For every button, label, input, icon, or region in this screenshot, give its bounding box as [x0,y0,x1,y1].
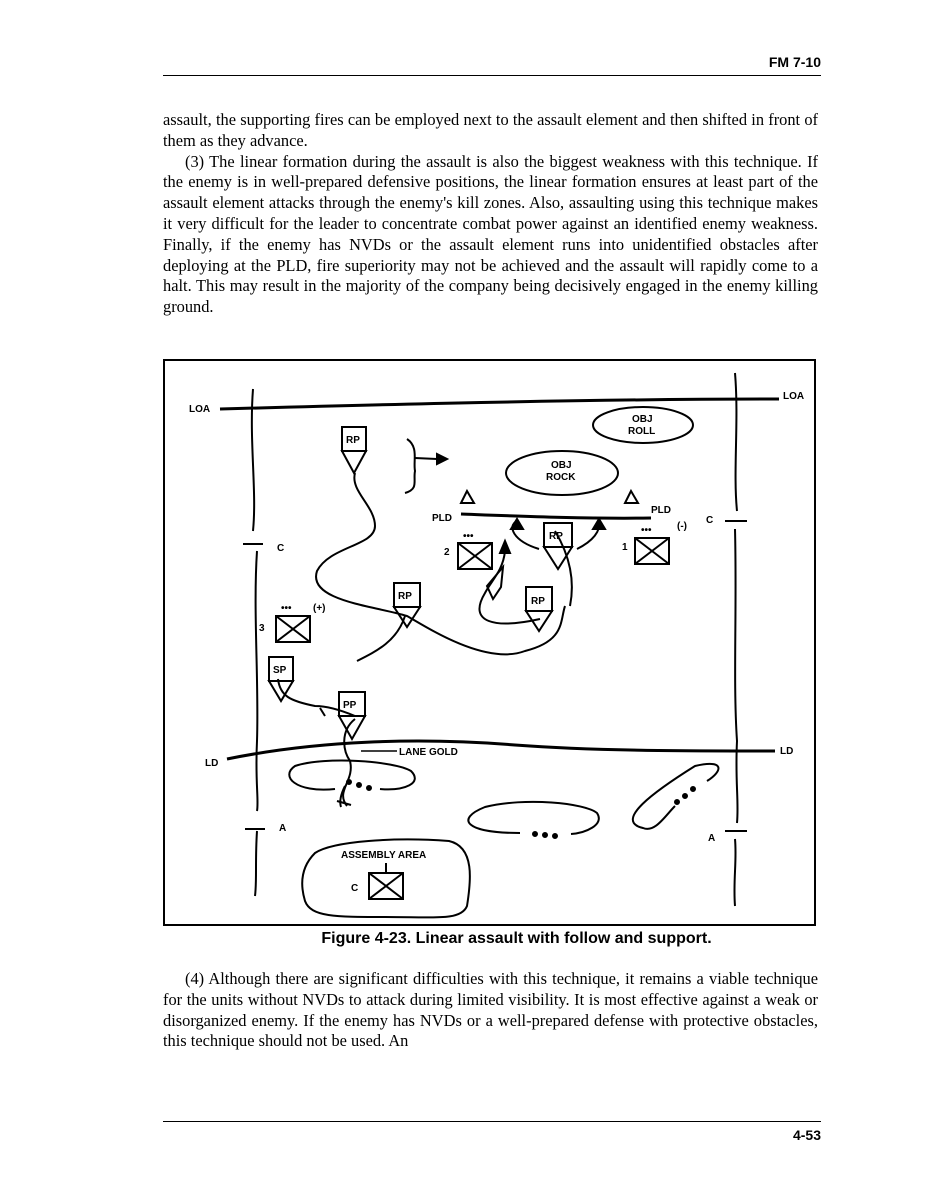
svg-text:OBJ: OBJ [551,460,572,471]
lane-gold-label: LANE GOLD [399,747,458,758]
unit-2 [444,531,492,569]
paragraph: (4) Although there are significant difficulties with this technique, it remains a viable technique for the units without NVDs to attack during limited visibility. It is most effective against a weak or disorganized enemy. If the enemy has NVDs or a well-prepared defense with protective obstacles, this technique should not be used. An [163,969,818,1051]
loa-right-label: LOA [783,391,805,402]
svg-text:1: 1 [622,542,628,553]
unit-3 [259,603,326,642]
ld-line [227,741,775,759]
svg-text:PP: PP [343,700,357,711]
figure-caption: Figure 4-23. Linear assault with follow and support. [321,930,712,947]
loa-left-label: LOA [189,404,211,415]
paragraph: (3) The linear formation during the assault is also the biggest weakness with this technique. If the enemy is in well-prepared defensive positions, the linear formation ensures at least part of the assault element attacks through the enemy's kill zones. Also, assaulting using this technique makes it very difficult for the leader to concentrate combat power against an identified enemy weakness. Finally, if the enemy has NVDs or the assault element runs into unidentified obstacles after deploying at the PLD, fire superiority may not be achieved and the assault will rapidly come to a halt. This may result in the majority of the company being decisively engaged in the enemy killing ground. [163,151,818,317]
footer-rule [163,1121,821,1122]
a-left-label: A [279,823,287,834]
svg-text:ROCK: ROCK [546,472,576,483]
svg-text:C: C [351,883,359,894]
pld-line [461,514,651,518]
svg-text:RP: RP [531,596,545,607]
page-number: 4-53 [792,1127,821,1143]
body-text-bottom [163,969,818,1052]
pld-right-label: PLD [651,505,671,516]
svg-text:OBJ: OBJ [632,414,653,425]
rp-marker-top [342,427,366,473]
pp-marker [339,692,365,739]
left-boundary [252,389,258,896]
c-left-label: C [277,543,285,554]
svg-text:RP: RP [398,591,412,602]
a-right-label: A [708,833,716,844]
body-text-top [163,110,818,318]
rp-marker-lower [526,587,552,631]
sp-marker [269,657,293,701]
obj-roll [593,407,693,443]
svg-text:RP: RP [549,531,563,542]
ld-right-label: LD [780,746,794,757]
ld-left-label: LD [205,758,219,769]
svg-text:2: 2 [444,547,450,558]
c-right-label: C [706,515,714,526]
loa-line [220,399,779,409]
svg-text:•••: ••• [463,531,474,542]
running-header: FM 7-10 [768,54,821,70]
svg-text:SP: SP [273,665,287,676]
svg-text:(-): (-) [677,521,687,532]
pld-left-label: PLD [432,513,452,524]
header-rule [163,75,821,76]
svg-text:ASSEMBLY AREA: ASSEMBLY AREA [341,850,427,861]
right-boundary [734,373,737,906]
svg-text:•••: ••• [281,603,292,614]
svg-text:(+): (+) [313,603,326,614]
svg-text:ROLL: ROLL [628,426,656,437]
figure-diagram [163,359,816,926]
paragraph: assault, the supporting fires can be employed next to the assault element and then shifted in front of them as they advance. [163,110,818,150]
svg-text:3: 3 [259,623,265,634]
svg-text:RP: RP [346,435,360,446]
svg-text:•••: ••• [641,525,652,536]
unit-1 [622,521,687,564]
